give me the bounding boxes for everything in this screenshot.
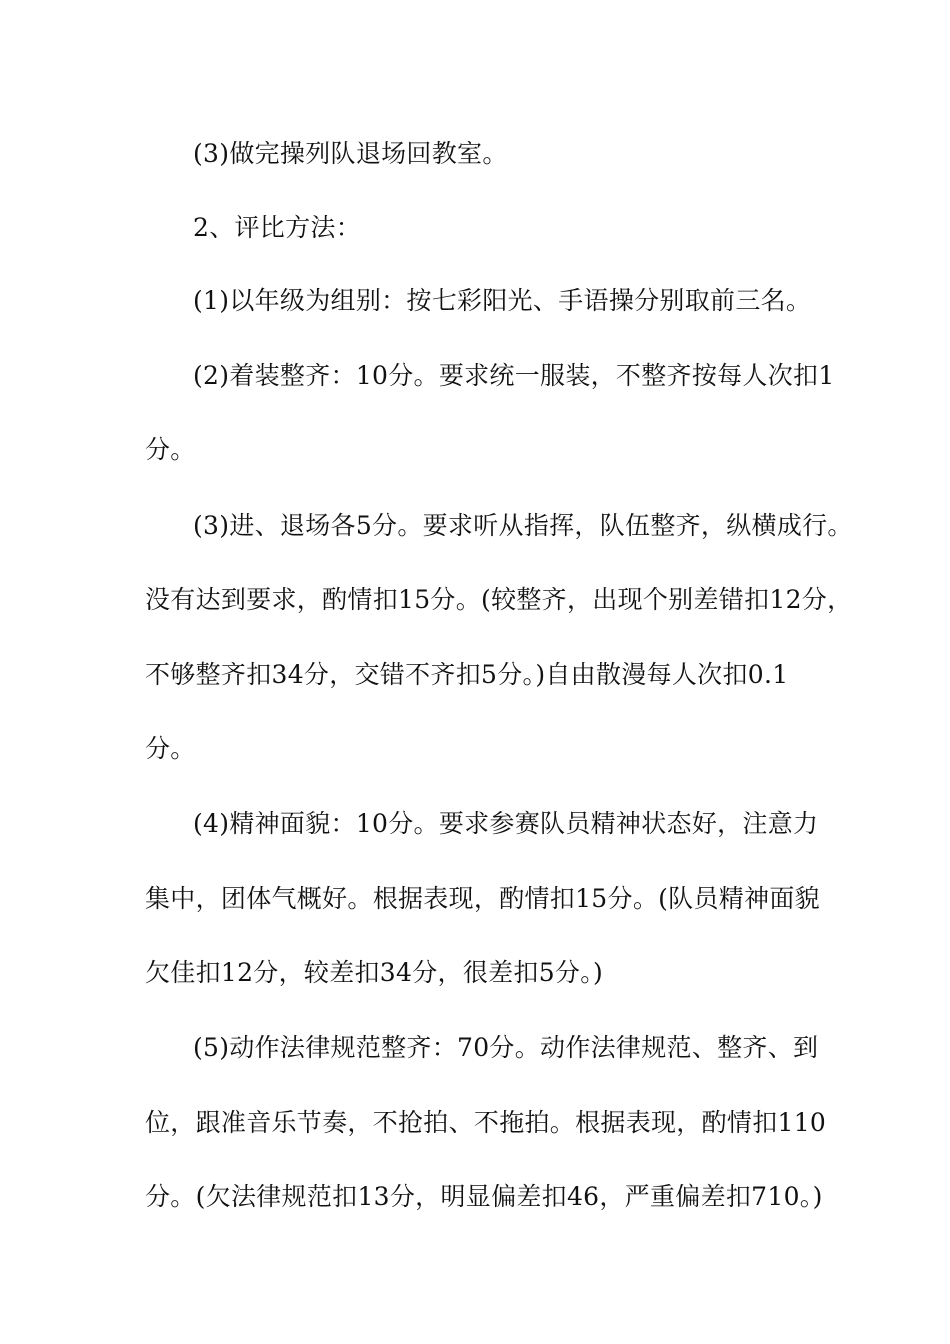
text-line: 位，跟准音乐节奏，不抢拍、不拖拍。根据表现，酌情扣110: [145, 1108, 827, 1137]
text-line: (1)以年级为组别：按七彩阳光、手语操分别取前三名。: [193, 286, 812, 315]
text-line: 分。: [145, 734, 196, 763]
text-line: 集中，团体气概好。根据表现，酌情扣15分。(队员精神面貌: [145, 884, 820, 913]
text-line: 欠佳扣12分，较差扣34分，很差扣5分。): [145, 958, 604, 987]
text-line: 分。: [145, 435, 196, 464]
text-line: 不够整齐扣34分，交错不齐扣5分。)自由散漫每人次扣0.1: [145, 660, 789, 689]
text-line: 分。(欠法律规范扣13分，明显偏差扣46，严重偏差扣710。): [145, 1182, 823, 1211]
text-line: (3)进、退场各5分。要求听从指挥，队伍整齐，纵横成行。: [193, 511, 853, 540]
text-line: (4)精神面貌：10分。要求参赛队员精神状态好，注意力: [193, 809, 819, 838]
text-line: (5)动作法律规范整齐：70分。动作法律规范、整齐、到: [193, 1033, 819, 1062]
text-line: (2)着装整齐：10分。要求统一服装，不整齐按每人次扣1: [193, 361, 835, 390]
text-line: (3)做完操列队退场回教室。: [193, 139, 508, 168]
text-line: 2、评比方法：: [193, 213, 362, 242]
text-line: 没有达到要求，酌情扣15分。(较整齐，出现个别差错扣12分，: [145, 585, 853, 614]
